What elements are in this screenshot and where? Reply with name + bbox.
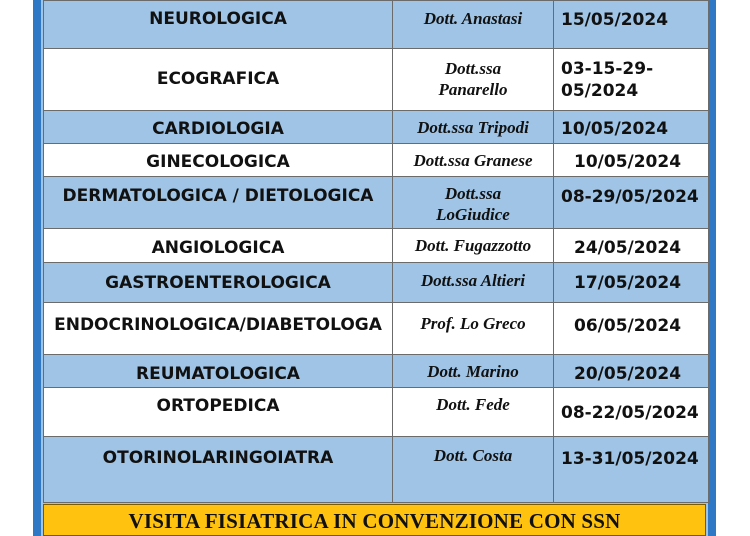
doctor-name: Dott. Anastasi — [423, 9, 523, 28]
visit-date: 10/05/2024 — [574, 152, 682, 172]
date-cell — [554, 144, 709, 177]
visit-date: 20/05/2024 — [574, 364, 682, 384]
specialty-label: ORTOPEDICA — [156, 396, 280, 416]
specialty-cell — [44, 177, 393, 229]
date-cell — [554, 111, 709, 144]
specialty-cell — [44, 49, 393, 111]
specialty-cell — [44, 355, 393, 388]
table-row — [44, 49, 709, 111]
date-cell — [554, 303, 709, 355]
date-cell — [554, 229, 709, 263]
table-row — [44, 1, 709, 49]
visits-schedule-table — [43, 0, 709, 503]
doctor-name: LoGiudice — [436, 205, 510, 224]
date-cell — [554, 263, 709, 303]
specialty-cell — [44, 263, 393, 303]
date-cell — [554, 177, 709, 229]
doctor-name: Dott.ssa Tripodi — [417, 118, 529, 137]
table-row — [44, 388, 709, 437]
table-row — [44, 263, 709, 303]
date-cell — [554, 355, 709, 388]
visit-date: 06/05/2024 — [574, 316, 682, 336]
visit-date: 24/05/2024 — [574, 238, 682, 258]
footer-title: VISITA FISIATRICA IN CONVENZIONE CON SSN — [128, 509, 621, 533]
specialty-cell — [44, 144, 393, 177]
visit-date: 15/05/2024 — [561, 10, 669, 30]
doctor-cell — [393, 229, 554, 263]
table-row — [44, 437, 709, 503]
footer-banner — [43, 504, 706, 536]
date-cell — [554, 1, 709, 49]
doctor-title: Dott.ssa — [444, 59, 502, 78]
doctor-cell — [393, 263, 554, 303]
doctor-cell — [393, 177, 554, 229]
doctor-cell — [393, 1, 554, 49]
specialty-cell — [44, 303, 393, 355]
table-row — [44, 303, 709, 355]
visit-date: 17/05/2024 — [574, 273, 682, 293]
doctor-cell — [393, 49, 554, 111]
doctor-title: Dott.ssa — [444, 184, 502, 203]
specialty-label: DERMATOLOGICA / DIETOLOGICA — [62, 186, 374, 206]
visit-date: 08-22/05/2024 — [561, 403, 699, 423]
doctor-name: Dott. Fugazzotto — [414, 236, 532, 255]
specialty-label: ANGIOLOGICA — [151, 238, 285, 258]
doctor-cell — [393, 388, 554, 437]
visit-date-line1: 03-15-29- — [561, 59, 654, 79]
visit-date: 13-31/05/2024 — [561, 449, 699, 469]
specialty-label: CARDIOLOGIA — [152, 119, 284, 139]
visit-date-line2: 05/2024 — [561, 81, 639, 101]
specialty-label: REUMATOLOGICA — [136, 364, 300, 384]
specialty-label: NEUROLOGICA — [149, 9, 287, 29]
visit-date: 10/05/2024 — [561, 119, 669, 139]
specialty-cell — [44, 111, 393, 144]
table-row — [44, 111, 709, 144]
table-row — [44, 144, 709, 177]
specialty-label: GINECOLOGICA — [146, 152, 290, 172]
doctor-name: Dott. Fede — [436, 395, 510, 414]
date-cell — [554, 388, 709, 437]
table-row — [44, 229, 709, 263]
doctor-cell — [393, 111, 554, 144]
specialty-label: GASTROENTEROLOGICA — [105, 273, 331, 293]
specialty-cell — [44, 388, 393, 437]
table-row — [44, 355, 709, 388]
doctor-name: Dott.ssa Altieri — [420, 271, 526, 290]
specialty-label: ECOGRAFICA — [156, 69, 280, 89]
doctor-cell — [393, 355, 554, 388]
specialty-cell — [44, 437, 393, 503]
date-cell — [554, 437, 709, 503]
specialty-cell — [44, 229, 393, 263]
specialty-label: ENDOCRINOLOGICA/DIABETOLOGA — [54, 315, 382, 335]
date-cell — [554, 49, 709, 111]
specialty-cell — [44, 1, 393, 49]
doctor-name: Dott.ssa Granese — [413, 151, 533, 170]
doctor-name: Dott. Marino — [427, 362, 519, 381]
specialty-label: OTORINOLARINGOIATRA — [102, 448, 334, 468]
doctor-name: Dott. Costa — [433, 446, 513, 465]
doctor-name: Prof. Lo Greco — [420, 314, 526, 333]
visit-date: 08-29/05/2024 — [561, 187, 699, 207]
doctor-name: Panarello — [438, 80, 508, 99]
doctor-cell — [393, 303, 554, 355]
table-row — [44, 177, 709, 229]
doctor-cell — [393, 437, 554, 503]
doctor-cell — [393, 144, 554, 177]
